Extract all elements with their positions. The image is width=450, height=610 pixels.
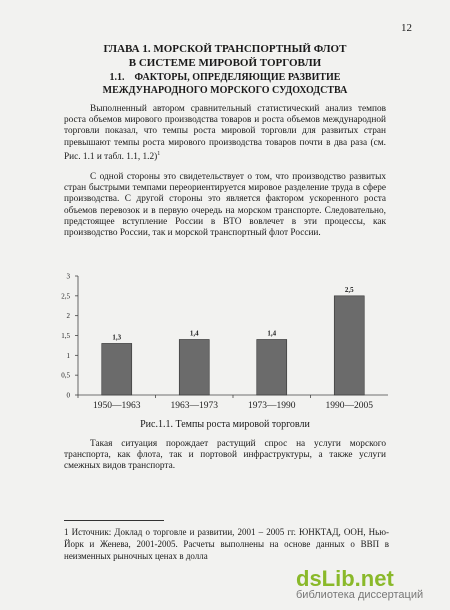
x-tick-label: 1963—1973: [170, 401, 218, 411]
chapter-title-line-2: В СИСТЕМЕ МИРОВОЙ ТОРГОВЛИ: [128, 57, 322, 69]
x-tick-label: 1973—1990: [248, 401, 296, 411]
paragraph-2-text: С одной стороны это свидетельствует о том, что производство развитых стран быстрыми темпами переориентируется мировое разделение труда в сфере производства. С другой стороны это является фактором ускоренного роста объемов перевозок и в первую очередь на морском транспорте. Следовательно, предстоящее вступление России в ВТО вовлечет в эти процессы, как производство России, так и морской транспортный флот России.: [64, 172, 386, 239]
bar: [102, 343, 132, 395]
y-tick-label: 0,5: [61, 371, 70, 380]
footnote-ref: 1: [157, 150, 161, 157]
paragraph-1: [64, 104, 386, 163]
watermark-logo: dsLib.net: [296, 566, 394, 591]
bar-value-label: 1,4: [189, 329, 199, 338]
bar-value-label: 1,3: [112, 333, 122, 342]
paragraph-1-text: Выполненный автором сравнительный статистический анализ темпов роста объемов мирового производства товаров и роста объемов международной торговли показал, что темпы роста мировой торговли для развитых стран превышают темпы роста мирового производства товаров почти в два раза (см. Рис. 1.1 и табл. 1.1, 1.2): [64, 104, 386, 162]
footnote-divider: [64, 520, 164, 521]
y-tick-label: 1,5: [61, 332, 70, 340]
bar: [179, 339, 209, 395]
figure-caption: Рис.1.1. Темпы роста мировой торговли: [140, 419, 310, 430]
footnote: 1 Источник: Доклад о торговле и развитии, 2001 – 2005 гг. ЮНКТАД, ООН, Нью-Йорк и Женева, 2001-2005. Расчеты выполнены на основе данных о ВВП в неизменных рыночных ценах в долла: [64, 527, 389, 561]
bar-value-label: 2,5: [344, 285, 354, 294]
bar-value-label: 1,4: [267, 329, 277, 338]
y-tick-label: 1: [66, 351, 70, 360]
chapter-title-line-1: ГЛАВА 1. МОРСКОЙ ТРАНСПОРТНЫЙ ФЛОТ: [103, 43, 347, 55]
section-title: [0, 71, 450, 97]
y-tick-label: 2,5: [61, 292, 70, 301]
section-title-line-1: 1.1. ФАКТОРЫ, ОПРЕДЕЛЯЮЩИЕ РАЗВИТИЕ: [109, 72, 341, 83]
y-tick-label: 0: [66, 391, 70, 400]
y-tick-label: 3: [66, 272, 70, 281]
bar: [257, 339, 287, 395]
section-title-line-2: МЕЖДУНАРОДНОГО МОРСКОГО СУДОХОДСТВА: [102, 85, 348, 96]
page-number: 12: [401, 22, 412, 34]
bar: [334, 296, 364, 395]
x-tick-label: 1990—2005: [325, 401, 373, 411]
bar-chart: [56, 268, 396, 418]
chapter-title: [0, 42, 450, 70]
y-tick-label: 2: [66, 312, 70, 321]
watermark[interactable]: [296, 566, 444, 604]
paragraph-3-text: Такая ситуация порождает растущий спрос на услуги морского транспорта, как флота, так и портовой инфраструктуры, а также услуги смежных видов транспорта.: [64, 439, 386, 472]
paragraph-3: [64, 439, 386, 473]
paragraph-2: [64, 172, 386, 239]
x-tick-label: 1950—1963: [93, 401, 141, 411]
watermark-tagline: библиотека диссертаций: [296, 589, 424, 601]
